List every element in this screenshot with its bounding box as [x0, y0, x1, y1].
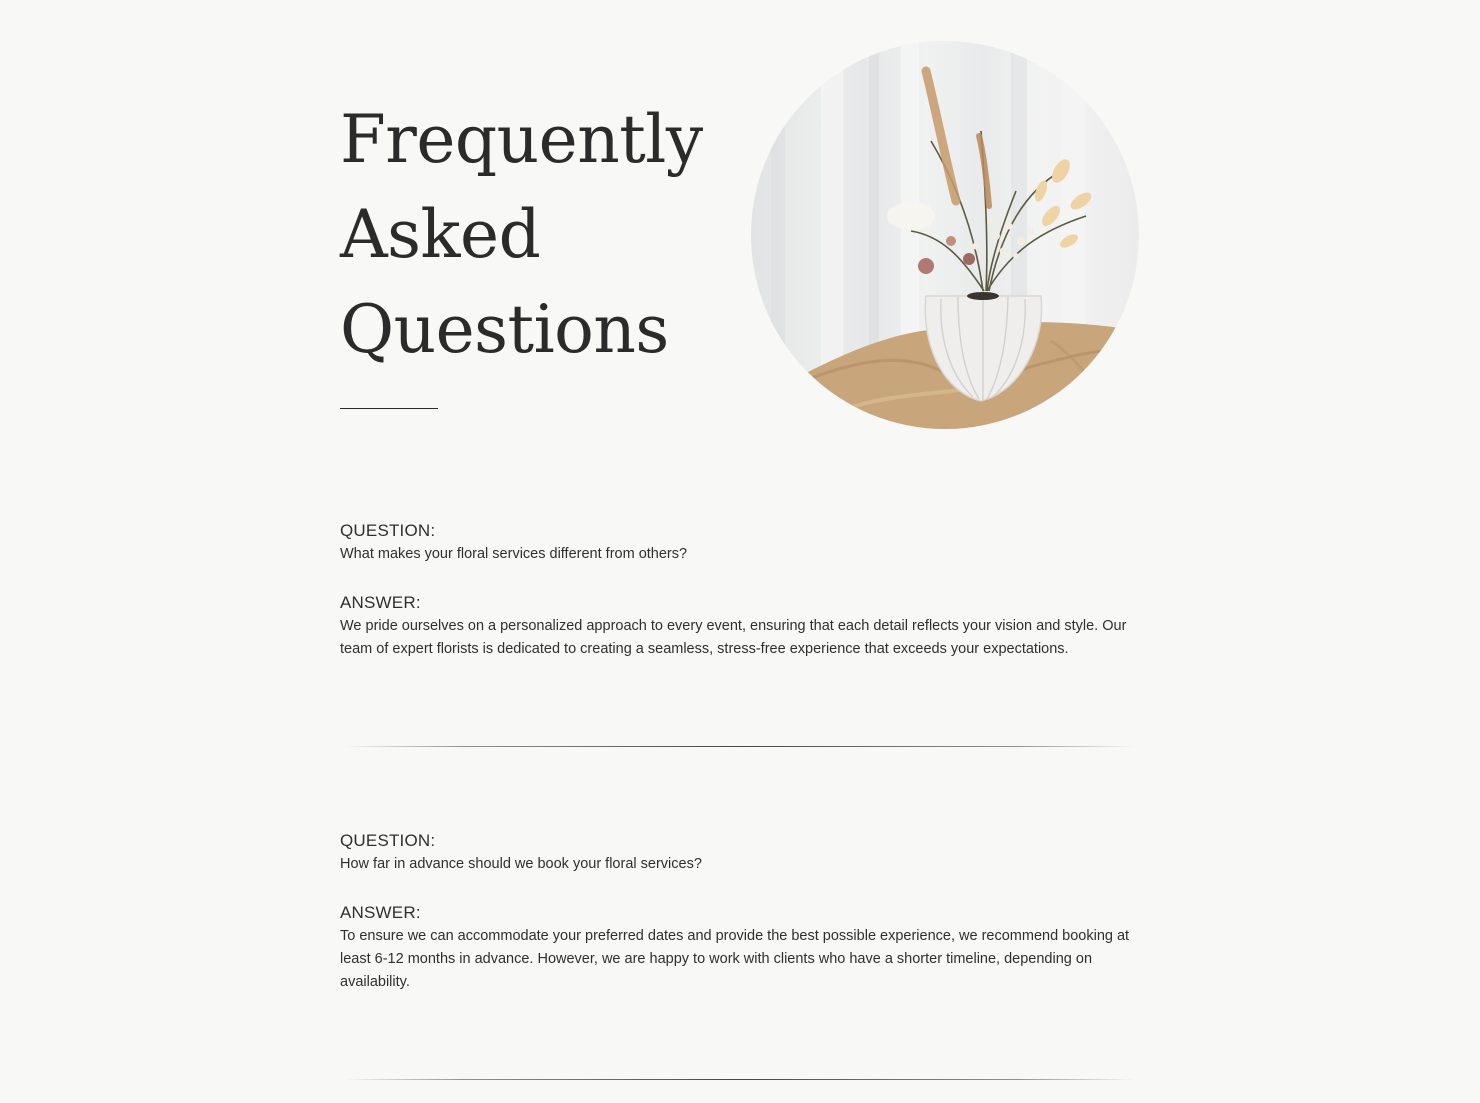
section-divider — [345, 1079, 1135, 1080]
page-title — [340, 92, 703, 377]
question-label: QUESTION: — [340, 831, 436, 850]
answer-text: We pride ourselves on a personalized approach to every event, ensuring that each detail reflects your vision and style. Our team of expert florists is dedicated to creating a seamless, stress-free experience that exceeds your expectations. — [340, 618, 1127, 657]
title-line-2: Asked — [340, 196, 541, 273]
answer-label: ANSWER: — [340, 593, 421, 612]
title-underline — [340, 408, 438, 409]
question-text: What makes your floral services different from others? — [340, 546, 688, 562]
dried-flowers-vase-image — [751, 41, 1139, 429]
section-divider — [345, 746, 1135, 747]
title-line-3: Questions — [340, 291, 669, 368]
title-line-1: Frequently — [340, 101, 703, 178]
vase-illustration — [751, 41, 1139, 429]
answer-text: To ensure we can accommodate your preferred dates and provide the best possible experience, we recommend booking at least 6-12 months in advance. However, we are happy to work with clients who have a shorter timeline, depending on availability. — [340, 928, 1130, 990]
faq-item — [340, 519, 1140, 661]
faq-item — [340, 829, 1140, 994]
question-label: QUESTION: — [340, 521, 436, 540]
question-text: How far in advance should we book your floral services? — [340, 856, 702, 872]
answer-label: ANSWER: — [340, 903, 421, 922]
